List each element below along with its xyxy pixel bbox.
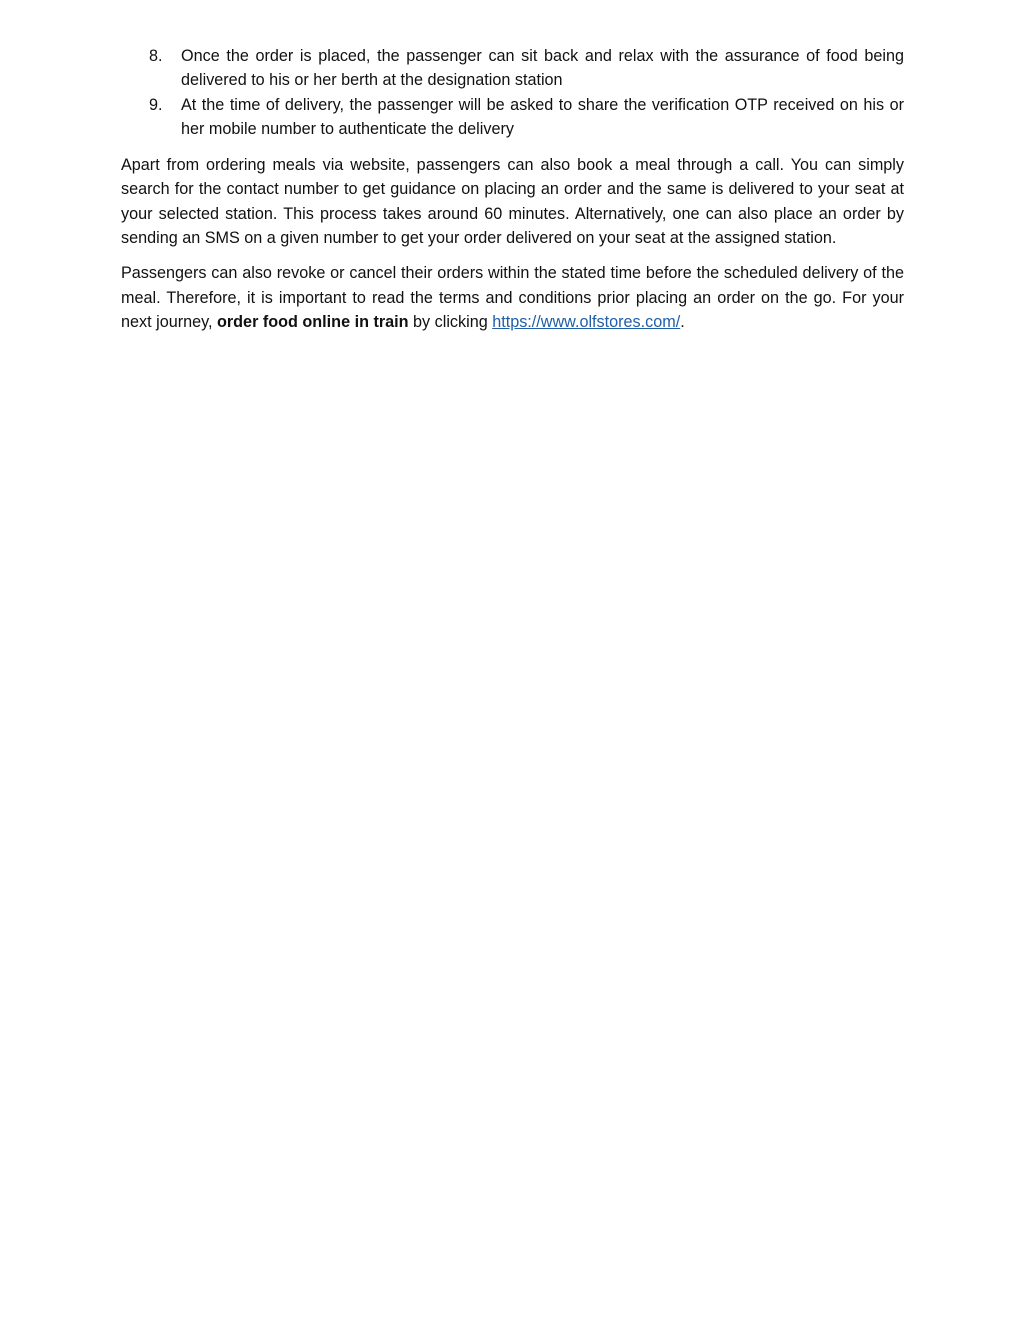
list-item <box>121 44 904 93</box>
olfstores-link[interactable]: https://www.olfstores.com/ <box>492 312 681 331</box>
paragraph-text-middle: by clicking <box>408 312 493 331</box>
document-body <box>121 44 904 345</box>
paragraph-cancellation <box>121 261 904 334</box>
list-item <box>121 93 904 142</box>
bold-keyword: order food online in train <box>216 312 409 331</box>
list-item-number: 8. <box>149 47 163 65</box>
list-item-text: Once the order is placed, the passenger can sit back and relax with the assurance of food being delivered to his or her berth at the designation station <box>181 47 904 90</box>
numbered-list <box>121 44 904 141</box>
paragraph-text-after: . <box>680 312 685 331</box>
list-item-text: At the time of delivery, the passenger will be asked to share the verification OTP received on his or her mobile number to authenticate the delivery <box>181 95 904 138</box>
list-item-number: 9. <box>149 95 163 114</box>
paragraph-text-before: Passengers can also revoke or cancel their orders within the stated time before the scheduled delivery of the meal. Therefore, it is important to read the terms and conditions prior placing an order on the go. For your next journey, <box>121 264 904 331</box>
paragraph-ordering-options: Apart from ordering meals via website, passengers can also book a meal through a call. You can simply search for the contact number to get guidance on placing an order and the same is delivered to your seat at your selected station. This process takes around 60 minutes. Alternatively, one can also place an order by sending an SMS on a given number to get your order delivered on your seat at the assigned station. <box>121 156 904 248</box>
